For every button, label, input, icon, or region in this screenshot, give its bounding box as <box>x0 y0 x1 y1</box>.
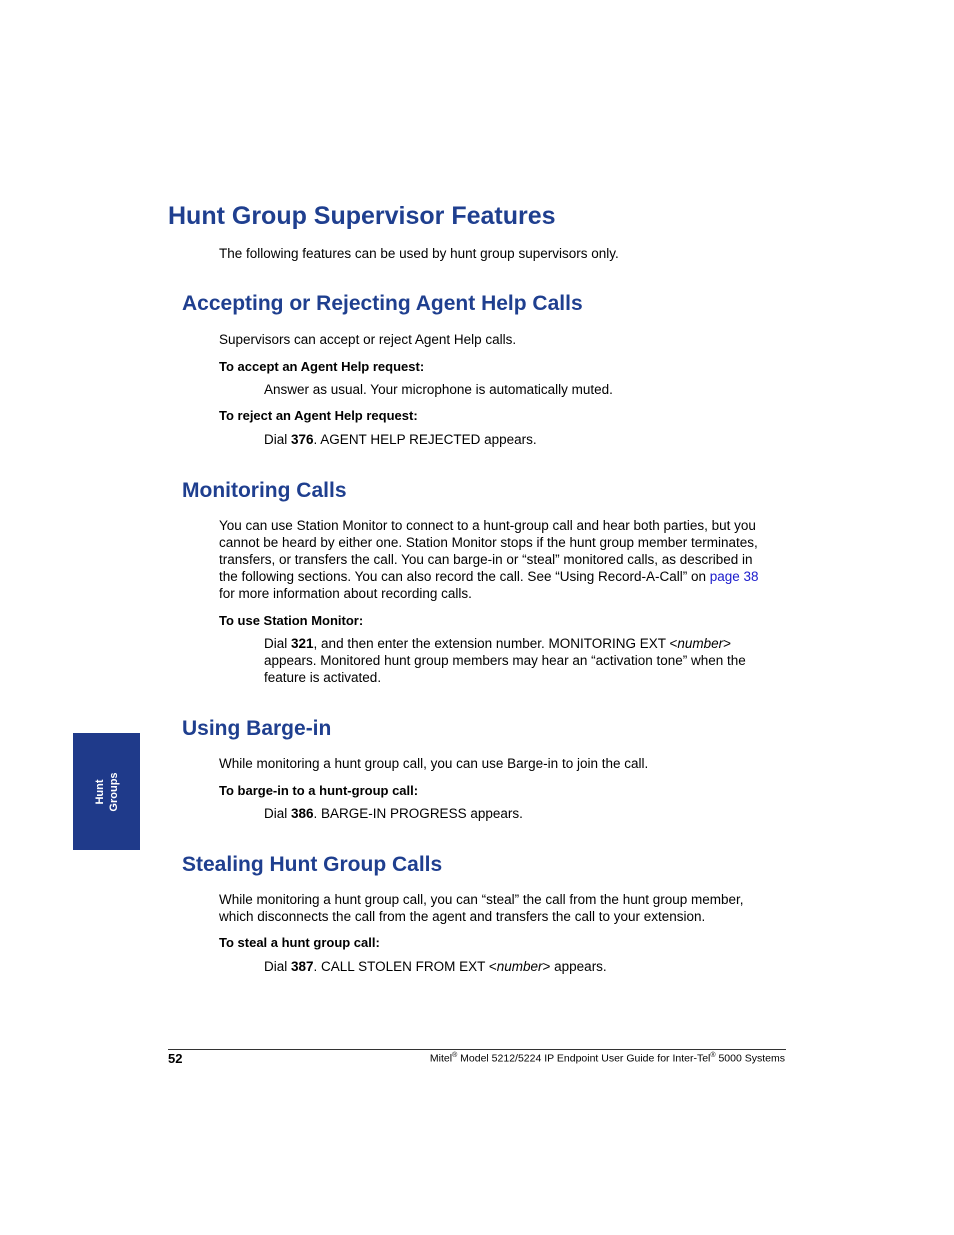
page-number: 52 <box>168 1051 183 1066</box>
monitor-label: To use Station Monitor: <box>219 613 364 628</box>
accept-step: Answer as usual. Your microphone is automatically muted. <box>264 382 613 397</box>
heading-barge: Using Barge-in <box>182 717 332 740</box>
accept-label: To accept an Agent Help request: <box>219 359 425 374</box>
heading-stealing: Stealing Hunt Group Calls <box>182 853 443 876</box>
intro-text: The following features can be used by hunt group supervisors only. <box>219 246 619 261</box>
page-38-link[interactable]: page 38 <box>709 569 759 584</box>
accepting-body: Supervisors can accept or reject Agent Help calls. <box>219 332 517 347</box>
heading-monitoring: Monitoring Calls <box>182 479 347 502</box>
stealing-body: While monitoring a hunt group call, you can “steal” the call from the hunt group member, which disconnects the call from the agent and transfers the call to your extension. <box>219 892 744 924</box>
steal-step: Dial 387. CALL STOLEN FROM EXT <number> appears. <box>264 959 607 974</box>
steal-label: To steal a hunt group call: <box>219 935 380 950</box>
barge-label: To barge-in to a hunt-group call: <box>219 783 419 798</box>
dial-code: 386 <box>291 806 314 821</box>
reject-step: Dial 376. AGENT HELP REJECTED appears. <box>264 432 537 447</box>
page-title: Hunt Group Supervisor Features <box>168 202 556 230</box>
monitoring-body: You can use Station Monitor to connect to a hunt-group call and hear both parties, but you cannot be heard by either one. Station Monitor stops if the hunt group member terminates, transfers, or transfers the call. You can barge-in or “steal” monitored calls, as described in the following sections. You can also record the call. See “Using Record-A-Call” on page 38 for more information about recording calls. <box>219 518 759 601</box>
section-tab <box>73 733 140 850</box>
dial-code: 387 <box>291 959 314 974</box>
section-tab-label: Hunt Groups <box>93 771 120 812</box>
heading-accepting: Accepting or Rejecting Agent Help Calls <box>182 292 583 315</box>
dial-code: 376 <box>291 432 314 447</box>
footer-text: Mitel® Model 5212/5224 IP Endpoint User Guide for Inter-Tel® 5000 Systems <box>429 1052 785 1065</box>
barge-body: While monitoring a hunt group call, you can use Barge-in to join the call. <box>219 756 649 771</box>
barge-step: Dial 386. BARGE-IN PROGRESS appears. <box>264 806 523 821</box>
monitor-step: Dial 321, and then enter the extension number. MONITORING EXT <number> appears. Monitored hunt group members may hear an “activation tone” when the feature is activated. <box>264 636 746 685</box>
footer-rule <box>168 1049 786 1050</box>
dial-code: 321 <box>291 636 314 651</box>
reject-label: To reject an Agent Help request: <box>219 408 418 423</box>
